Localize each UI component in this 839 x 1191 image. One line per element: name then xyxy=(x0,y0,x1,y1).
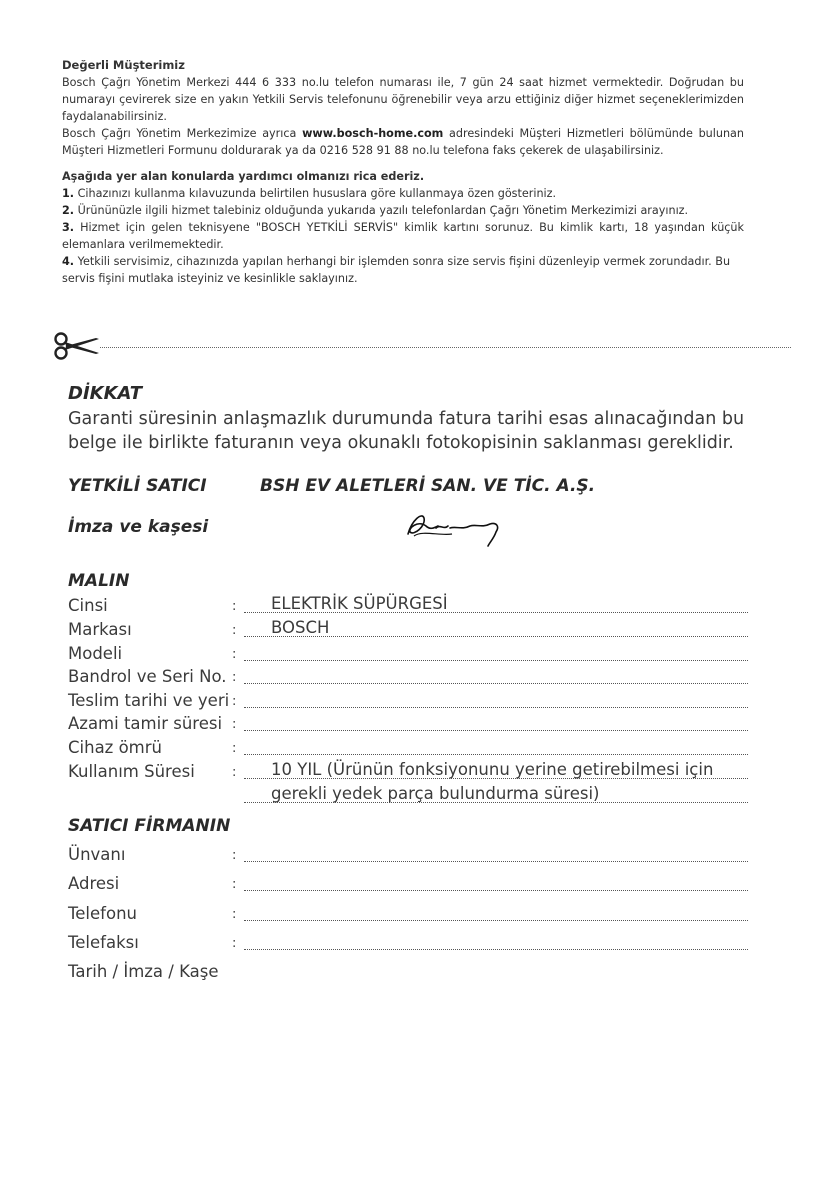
signature xyxy=(400,506,510,552)
seller-footer: Tarih / İmza / Kaşe xyxy=(68,962,219,981)
help-item xyxy=(62,219,744,253)
product-row-usage xyxy=(68,762,748,784)
help-item-number: 3. xyxy=(62,221,75,234)
field-colon: : xyxy=(232,765,237,780)
field-label: Kullanım Süresi xyxy=(68,762,195,781)
field-colon: : xyxy=(232,717,237,732)
product-row-repair-time xyxy=(68,714,748,736)
field-colon: : xyxy=(232,741,237,756)
field-label: Ünvanı xyxy=(68,845,126,864)
dealer-name: BSH EV ALETLERİ SAN. VE TİC. A.Ş. xyxy=(260,476,596,496)
product-row-usage-cont xyxy=(68,786,748,808)
field-label: Cinsi xyxy=(68,596,108,615)
fill-line[interactable] xyxy=(244,890,748,891)
help-item-number: 2. xyxy=(62,204,75,217)
help-item-text: Yetkili servisimiz, cihazınızda yapılan herhangi bir işlemden sonra size servis fişini düzenleyip vermek zorundadır. Bu servis fişini mutlaka isteyiniz ve kesinlikle saklayınız. xyxy=(62,255,731,285)
intro-title: Değerli Müşterimiz xyxy=(62,58,185,72)
fill-line[interactable] xyxy=(244,660,748,661)
field-value[interactable]: ELEKTRİK SÜPÜRGESİ xyxy=(271,594,448,613)
intro-section xyxy=(62,57,744,287)
product-row-serial xyxy=(68,667,748,689)
cut-line xyxy=(100,347,791,348)
field-label: Teslim tarihi ve yeri xyxy=(68,691,230,710)
field-label: Bandrol ve Seri No. xyxy=(68,667,227,686)
field-colon: : xyxy=(232,848,237,863)
seller-row-address xyxy=(68,874,748,896)
help-item-number: 4. xyxy=(62,255,75,268)
notice-title: DİKKAT xyxy=(68,383,143,404)
seller-row-phone xyxy=(68,904,748,926)
product-row-brand xyxy=(68,620,748,642)
intro-paragraph-1 xyxy=(62,74,744,125)
intro-p2-end: adresindeki Müşteri Hizmetleri bölümünde bulunan Müşteri Hizmetleri Formunu doldurarak ya da 0216 528 91 88 no.lu telefona faks çekerek de ulaşabilirsiniz. xyxy=(62,127,744,157)
fill-line[interactable] xyxy=(244,949,748,950)
field-colon: : xyxy=(232,599,237,614)
field-colon: : xyxy=(232,694,237,709)
field-label: Telefonu xyxy=(68,904,137,923)
help-item-text: Cihazınızı kullanma kılavuzunda belirtilen hususlara göre kullanmaya özen gösteriniz. xyxy=(77,187,557,200)
field-label: Telefaksı xyxy=(68,933,139,952)
field-label: Cihaz ömrü xyxy=(68,738,162,757)
product-row-lifetime xyxy=(68,738,748,760)
fill-line[interactable] xyxy=(244,707,748,708)
field-colon: : xyxy=(232,877,237,892)
website-link[interactable]: www.bosch-home.com xyxy=(302,127,444,140)
product-row-delivery xyxy=(68,691,748,713)
seller-row-fax xyxy=(68,933,748,955)
help-item-text: Hizmet için gelen teknisyene "BOSCH YETKİLİ SERVİS" kimlik kartını sorunuz. Bu kimlik kartı, 18 yaşından küçük elemanlara verilmemektedir. xyxy=(62,221,744,251)
intro-p2-start: Bosch Çağrı Yönetim Merkezimize ayrıca xyxy=(62,127,303,140)
fill-line[interactable] xyxy=(244,754,748,755)
field-colon: : xyxy=(232,623,237,638)
notice-text: Garanti süresinin anlaşmazlık durumunda fatura tarihi esas alınacağından bu belge ile birlikte faturanın veya okunaklı fotokopisinin saklanması gereklidir. xyxy=(68,409,745,453)
field-colon: : xyxy=(232,670,237,685)
seller-row-title xyxy=(68,845,748,867)
product-heading: MALIN xyxy=(68,571,130,591)
help-item xyxy=(62,202,744,219)
field-colon: : xyxy=(232,907,237,922)
fill-line[interactable] xyxy=(244,683,748,684)
field-value[interactable]: BOSCH xyxy=(271,618,330,637)
help-item-number: 1. xyxy=(62,187,75,200)
field-label: Azami tamir süresi xyxy=(68,714,223,733)
fill-line[interactable] xyxy=(244,920,748,921)
product-row-model xyxy=(68,644,748,666)
help-item-text: Ürününüzle ilgili hizmet talebiniz olduğunda yukarıda yazılı telefonlardan Çağrı Yönetim Merkezimizi arayınız. xyxy=(77,204,689,217)
field-colon: : xyxy=(232,647,237,662)
intro-paragraph-2 xyxy=(62,125,744,159)
seller-heading: SATICI FİRMANIN xyxy=(68,816,231,836)
field-label: Modeli xyxy=(68,644,123,663)
fill-line[interactable] xyxy=(244,730,748,731)
signature-label: İmza ve kaşesi xyxy=(68,517,209,537)
dealer-label: YETKİLİ SATICI xyxy=(68,476,207,496)
help-item xyxy=(62,185,744,202)
field-label: Markası xyxy=(68,620,132,639)
help-item xyxy=(62,253,744,287)
field-value: gerekli yedek parça bulundurma süresi) xyxy=(271,784,600,803)
fill-line[interactable] xyxy=(244,861,748,862)
scissors-icon xyxy=(52,331,102,365)
field-colon: : xyxy=(232,936,237,951)
product-row-type xyxy=(68,596,748,618)
field-value[interactable]: 10 YIL (Ürünün fonksiyonunu yerine getirebilmesi için xyxy=(271,760,714,779)
field-label: Adresi xyxy=(68,874,120,893)
help-title: Aşağıda yer alan konularda yardımcı olmanızı rica ederiz. xyxy=(62,170,425,183)
intro-p1-text: Bosch Çağrı Yönetim Merkezi 444 6 333 no.lu telefon numarası ile, 7 gün 24 saat hizmet vermektedir. Doğrudan bu numarayı çevirerek size en yakın Yetkili Servis telefonunu öğrenebilir veya arzu ettiğiniz diğer hizmet seçeneklerimizden faydalanabilirsiniz. xyxy=(62,76,744,123)
